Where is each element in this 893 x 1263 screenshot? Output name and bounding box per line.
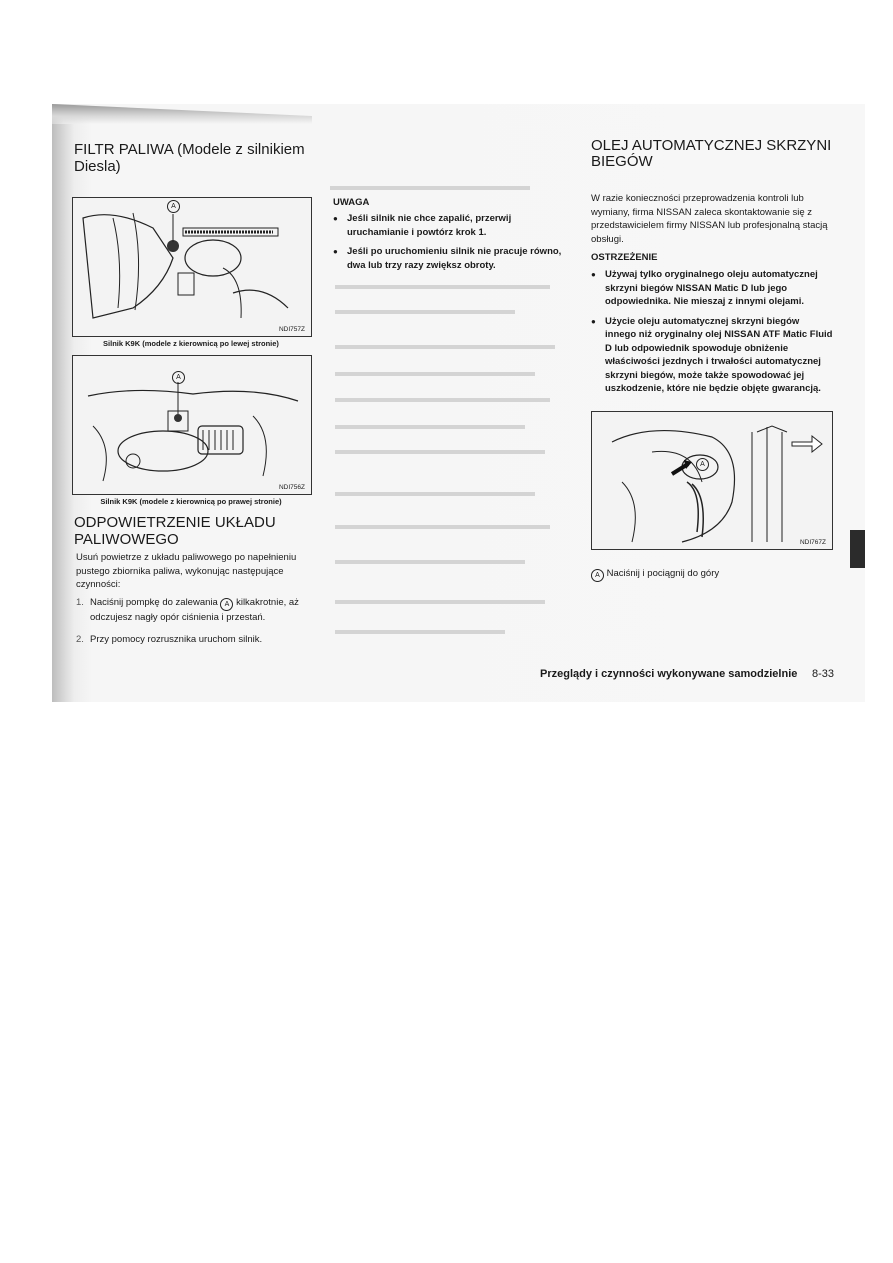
figure-code: NDI756Z [278, 484, 305, 491]
atf-title-line2: BIEGÓW [591, 153, 653, 170]
figure-code: NDI757Z [278, 326, 305, 333]
figure-note-text: Naciśnij i pociągnij do góry [606, 568, 720, 579]
caution-list [333, 212, 573, 278]
page-number: 8-33 [812, 668, 835, 680]
callout-a-marker: A [220, 598, 233, 611]
fuel-filter-title-line2: Diesla) [74, 158, 121, 175]
caution-heading: UWAGA [333, 197, 370, 208]
scan-binding-shadow [52, 124, 74, 702]
figure-caption-lhd: Silnik K9K (modele z kierownicą po lewej stronie) [103, 339, 279, 348]
atf-title-line1: OLEJ AUTOMATYCZNEJ SKRZYNI [591, 137, 832, 154]
bleed-section-title-line2: PALIWOWEGO [74, 531, 179, 548]
warning-heading: OSTRZEŻENIE [591, 252, 658, 263]
figure-note [591, 567, 831, 582]
bleed-intro-text: Usuń powietrze z układu paliwowego po napełnieniu pustego zbiornika paliwa, wykonując następujące czynności: [76, 552, 297, 590]
step-number: 1. [76, 597, 84, 608]
engine-figure-rhd [72, 355, 312, 495]
callout-a-marker: A [172, 371, 185, 384]
warning-list [591, 268, 833, 402]
warning-item: ● Używaj tylko oryginalnego oleju automatycznej skrzyni biegów NISSAN Matic D lub jego odpowiednika. Nie mieszaj z innymi olejami. [591, 268, 833, 309]
callout-a-marker: A [591, 569, 604, 582]
step-text-post: kilkakrotnie, aż odczujesz nagły opór ciśnienia i przestań. [90, 597, 299, 623]
figure-caption-rhd: Silnik K9K (modele z kierownicą po prawej stronie) [100, 497, 282, 506]
step-item [76, 633, 316, 647]
bleed-steps-list [76, 596, 316, 654]
fuel-filter-title-line1: FILTR PALIWA (Modele z silnikiem [74, 141, 305, 158]
caution-item: ● Jeśli po uruchomieniu silnik nie pracuje równo, dwa lub trzy razy zwiększ obroty. [333, 245, 573, 272]
warning-item: ● Użycie oleju automatycznej skrzyni biegów innego niż oryginalny olej NISSAN ATF Matic Fluid D lub odpowiednik spowoduje obniżenie właściwości jezdnych i trwałości automatycznej skrzyni biegów, może także spowodować jej uszkodzenie, które nie będzie objęte gwarancją. [591, 315, 833, 396]
section-thumb-tab [850, 530, 865, 568]
engine-figure-lhd [72, 197, 312, 337]
atf-dipstick-figure [591, 411, 833, 550]
step-item [76, 596, 316, 625]
callout-a-marker: A [696, 458, 709, 471]
step-number: 2. [76, 633, 84, 645]
atf-intro-text: W razie konieczności przeprowadzenia kontroli lub wymiany, firma NISSAN zaleca skontaktowanie się z przedstawicielem firmy NISSAN lub profesjonalną stacją obsługi. [591, 193, 828, 245]
callout-a-marker: A [167, 200, 180, 213]
step-text: Przy pomocy rozrusznika uruchom silnik. [90, 633, 263, 645]
caution-item: ● Jeśli silnik nie chce zapalić, przerwij uruchamianie i powtórz krok 1. [333, 212, 573, 239]
step-text-pre: Naciśnij pompkę do zalewania [90, 597, 218, 608]
footer-section-title: Przeglądy i czynności wykonywane samodzielnie [540, 668, 798, 680]
figure-code: NDI767Z [799, 539, 826, 546]
bleed-section-title-line1: ODPOWIETRZENIE UKŁADU [74, 514, 276, 531]
